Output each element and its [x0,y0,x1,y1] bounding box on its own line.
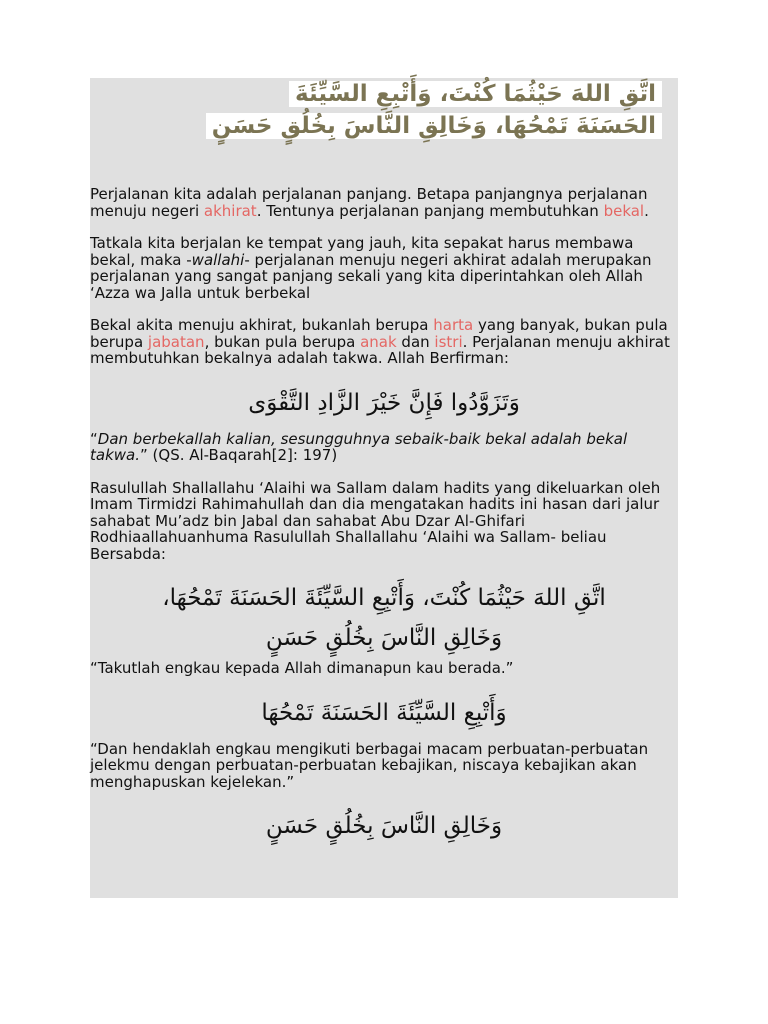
italic-wallahi: wallahi [191,250,245,269]
paragraph-text: Bekal akita menuju akhirat, bukanlah berupa [90,316,434,334]
paragraph-intro [90,186,678,219]
paragraph-text: , bukan pula berupa [204,332,361,351]
article-body [90,186,678,846]
paragraph-journey [90,235,678,301]
paragraph-text: . [644,201,649,220]
hadith-line-2: وَخَالِقِ النَّاسَ بِخُلُقٍ حَسَنٍ [265,625,503,651]
paragraph-text: . Tentunya perjalanan panjang membutuhkan [256,201,604,220]
arabic-ayah: وَتَزَوَّدُوا فَإِنَّ خَيْرَ الزَّادِ التَّقْوَى [248,389,520,416]
paragraph-hadith-translation-2: “Dan hendaklah engkau mengikuti berbagai macam perbuatan-perbuatan jelekmu dengan perbuatan-perbuatan kebajikan, niscaya kebajikan akan menghapuskan kejelekan.” [90,739,649,791]
arabic-title [90,78,662,142]
paragraph-text: Tatkala kita berjalan ke tempat yang jauh, kita sepakat harus membawa bekal, maka - [90,234,634,269]
hadith-line-1: اتَّقِ اللهَ حَيْثُمَا كُنْتَ، وَأَتْبِعِ السَّيِّئَةَ الحَسَنَةَ تَمْحُهَا، [162,585,606,611]
highlight-harta[interactable]: harta [433,316,474,334]
arabic-hadith [90,578,678,658]
paragraph-hadith-translation-1: “Takutlah engkau kepada Allah dimanapun kau berada.” [90,659,514,677]
arabic-hadith-part-3: وَخَالِقِ النَّاسَ بِخُلُقٍ حَسَنٍ [265,813,503,839]
citation-text: ” (QS. Al-Baqarah[2]: 197) [140,446,338,464]
paragraph-text: dan [396,332,435,351]
highlight-akhirat[interactable]: akhirat [203,201,257,220]
highlight-anak[interactable]: anak [360,332,397,351]
paragraph-text: . Perjalanan menuju akhirat membutuhkan bekalnya adalah takwa. Allah Berfirman: [90,332,670,367]
highlight-istri[interactable]: istri [434,332,463,351]
paragraph-provisions [90,317,678,367]
arabic-hadith-part-2: وَأَتْبِعِ السَّيِّئَةَ الحَسَنَةَ تَمْحُهَا [261,699,507,726]
paragraph-hadith-intro: Rasulullah Shallallahu ‘Alaihi wa Sallam dalam hadits yang dikeluarkan oleh Imam Tirmidzi Rahimahullah dan dia mengatakan hadits ini hasan dari jalur sahabat Mu’adz bin Jabal dan sahabat Abu Dzar Al-Ghifari Rodhiaallahuanhuma Rasulullah Shallallahu ‘Alaihi wa Sallam- beliau Bersabda: [90,478,661,563]
paragraph-ayah-translation [90,431,678,464]
italic-translation: Dan berbekallah kalian, sesungguhnya sebaik-baik bekal adalah bekal takwa. [90,429,628,464]
paragraph-text: - perjalanan menuju negeri akhirat adalah merupakan perjalanan yang sangat panjang sekali yang kita diperintahkan oleh Allah ‘Azza wa Jalla untuk berbekal [90,250,652,302]
quote-mark: “ [90,429,98,448]
paragraph-text: yang banyak, bukan pula berupa [90,316,668,351]
title-line-1: اتَّقِ اللهَ حَيْثُمَا كُنْتَ، وَأَتْبِعِ السَّيِّئَةَ [289,81,662,107]
highlight-jabatan[interactable]: jabatan [147,332,205,351]
highlight-bekal[interactable]: bekal [603,201,645,220]
title-line-2: الحَسَنَةَ تَمْحُهَا، وَخَالِقِ النَّاسَ بِخُلُقٍ حَسَنٍ [206,113,662,139]
paragraph-text: Perjalanan kita adalah perjalanan panjang. Betapa panjangnya perjalanan menuju negeri [90,185,648,220]
